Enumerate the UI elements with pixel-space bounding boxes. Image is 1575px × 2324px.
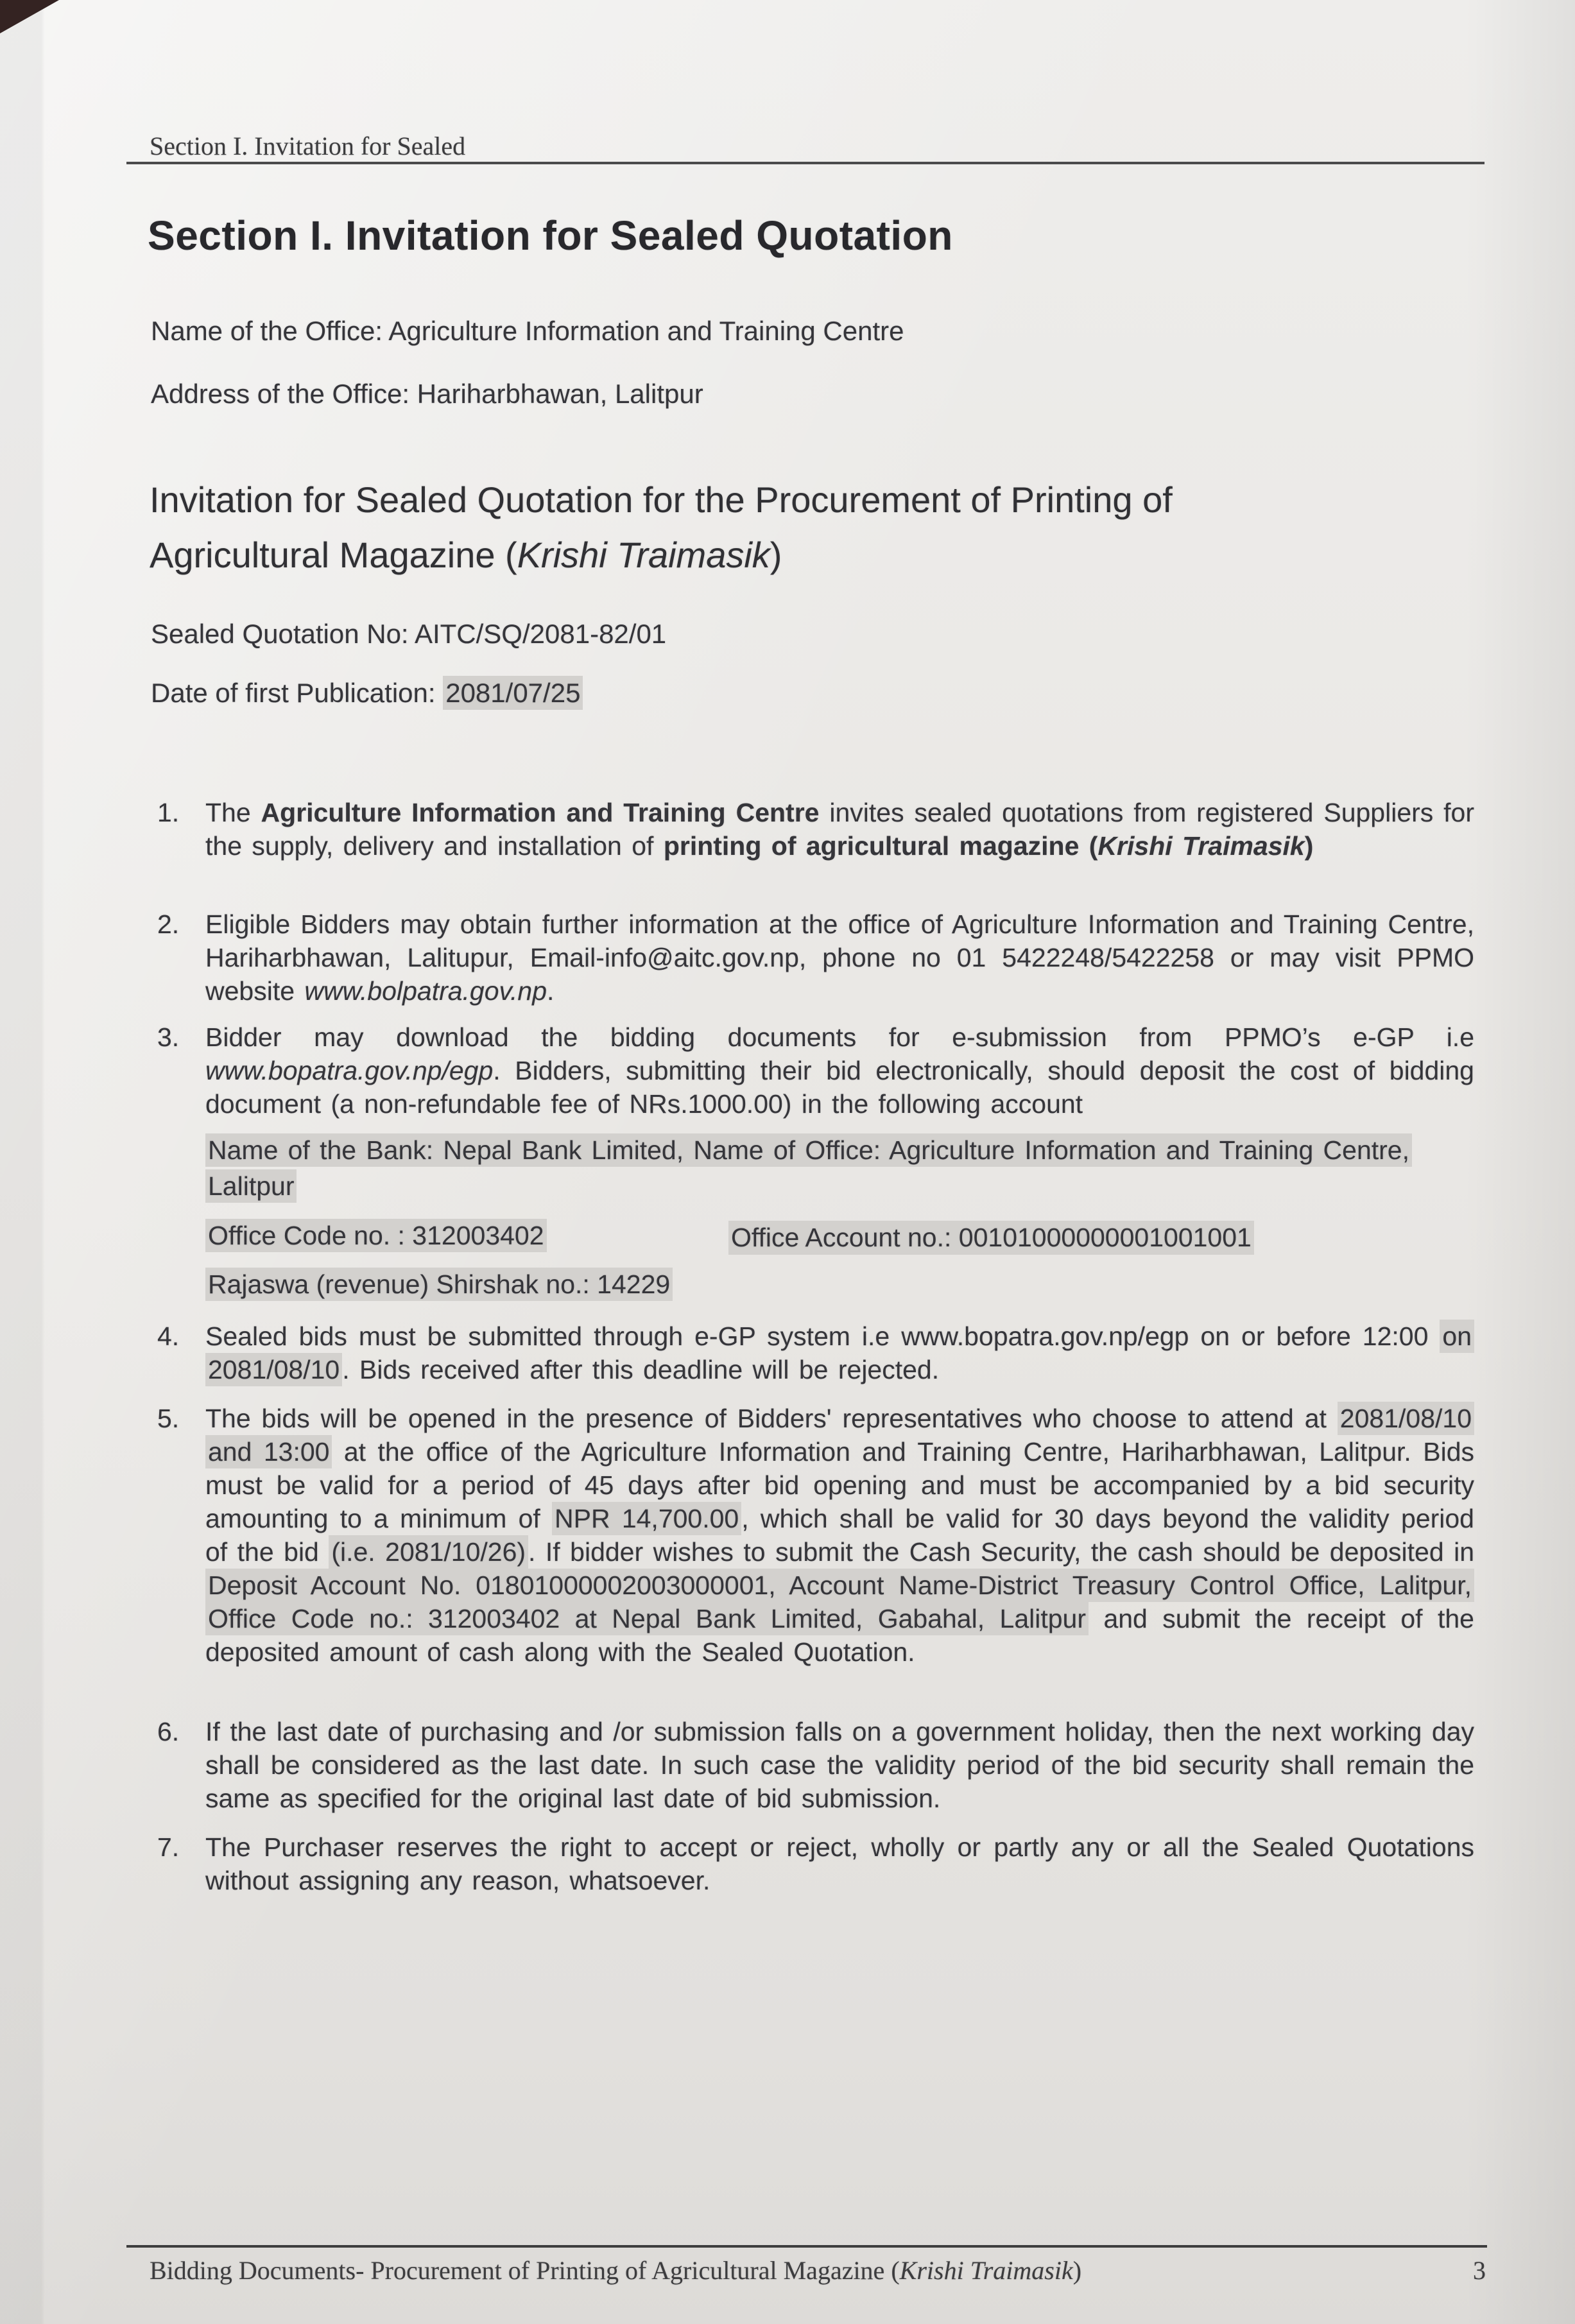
item-6-run: If the last date of purchasing and /or submission falls on a government holiday, then the next working day shall be considered as the last date. In such case the validity period of the bid security shall remain the same as specified for the original last date of bid submission. xyxy=(205,1717,1474,1813)
item-4-run: Sealed bids must be submitted through e-GP system i.e www.bopatra.gov.np/egp on or before 12:00 xyxy=(205,1321,1440,1351)
item-1-run: The xyxy=(205,798,261,827)
item-3-text xyxy=(205,1020,1474,1121)
list-item-2 xyxy=(157,908,1474,1008)
item-3-run: . Bidders, submitting their bid electronically, should deposit the cost of bidding document (a non-refundable fee of NRs.1000.00) in the following account xyxy=(205,1056,1474,1119)
list-item-6 xyxy=(157,1715,1474,1815)
list-item-4 xyxy=(157,1320,1474,1386)
publication-date-label: Date of first Publication: xyxy=(151,678,443,708)
item-5-run: , which shall be valid for 30 days beyond the validity period of the bid xyxy=(205,1504,1474,1567)
item-7-number: 7. xyxy=(157,1832,180,1862)
list-item-3 xyxy=(157,1020,1474,1121)
item-5-run: The bids will be opened in the presence of Bidders' representatives who choose to attend at xyxy=(205,1404,1338,1433)
header-rule xyxy=(126,162,1485,164)
item-5-opening-datetime-highlight: 2081/08/10 and 13:00 xyxy=(205,1402,1474,1468)
item-4-text xyxy=(205,1320,1474,1386)
item-1-number: 1. xyxy=(157,798,180,827)
office-account-highlight: Office Account no.: 00101000000001001001 xyxy=(728,1221,1254,1255)
item-2-number: 2. xyxy=(157,909,180,939)
invitation-heading-line1: Invitation for Sealed Quotation for the Procurement of Printing of xyxy=(150,479,1173,520)
item-4-deadline-highlight: on 2081/08/10 xyxy=(205,1320,1474,1386)
item-3-website-italic: www.bopatra.gov.np/egp xyxy=(205,1056,494,1085)
invitation-heading xyxy=(150,472,1420,583)
item-6-number: 6. xyxy=(157,1717,180,1746)
list-item-7 xyxy=(157,1830,1474,1897)
footer-text xyxy=(150,2255,1504,2285)
item-1-close-paren: ) xyxy=(1304,831,1314,861)
footer-rule xyxy=(126,2245,1487,2248)
item-5-run: at the office of the Agriculture Information and Training Centre, Hariharbhawan, Lalitpur. Bids must be valid for a period of 45 days after bid opening and must be accompanied by a bid security amounting to a minimum of xyxy=(205,1437,1474,1533)
publication-date-line xyxy=(151,678,583,709)
office-code-highlight: Office Code no. : 312003402 xyxy=(205,1219,547,1252)
footer-text-run: Bidding Documents- Procurement of Printing of Agricultural Magazine ( xyxy=(150,2256,900,2285)
item-5-run: . If bidder wishes to submit the Cash Security, the cash should be deposited in xyxy=(528,1537,1475,1567)
rajaswa-line xyxy=(205,1270,673,1300)
item-5-bid-security-amount-highlight: NPR 14,700.00 xyxy=(552,1502,741,1535)
office-name-line: Name of the Office: Agriculture Information and Training Centre xyxy=(151,316,904,346)
page-number: 3 xyxy=(1473,2256,1486,2285)
invitation-heading-magazine-name: Krishi Traimasik xyxy=(517,535,770,575)
invitation-heading-line2-text: Agricultural Magazine ( xyxy=(150,535,517,575)
item-5-validity-date-highlight: (i.e. 2081/10/26) xyxy=(329,1535,528,1569)
item-5-run: and submit the receipt of the deposited amount of cash along with the Sealed Quotation. xyxy=(205,1604,1474,1667)
list-item-5 xyxy=(157,1402,1474,1669)
item-1-org-bold: Agriculture Information and Training Centre xyxy=(261,798,820,827)
publication-date-value: 2081/07/25 xyxy=(443,676,583,710)
bank-details-line xyxy=(205,1132,1412,1204)
running-header: Section I. Invitation for Sealed xyxy=(150,132,466,160)
invitation-heading-close-paren: ) xyxy=(770,535,782,575)
item-2-run: Eligible Bidders may obtain further information at the office of Agriculture Information and Training Centre, Hariharbhawan, Lalitupur, Email-info@aitc.gov.np, phone no 01 5422248/5422258 or may visit PPMO website xyxy=(205,909,1474,1006)
page-title: Section I. Invitation for Sealed Quotation xyxy=(148,212,953,259)
item-3-run: Bidder may download the bidding documents for e-submission from PPMO’s e-GP i.e xyxy=(205,1022,1474,1052)
item-1-subject-bold: printing of agricultural magazine xyxy=(663,831,1080,861)
item-7-run: The Purchaser reserves the right to accept or reject, wholly or partly any or all the Sealed Quotations without assigning any reason, whatsoever. xyxy=(205,1832,1474,1895)
item-2-run: . xyxy=(547,976,555,1006)
item-7-text xyxy=(205,1830,1474,1897)
office-address-line: Address of the Office: Hariharbhawan, Lalitpur xyxy=(151,379,703,409)
item-1-run: invites sealed quotations from registered Suppliers for the supply, delivery and installation of xyxy=(205,798,1475,861)
footer-close-paren: ) xyxy=(1072,2256,1082,2285)
item-5-number: 5. xyxy=(157,1404,180,1433)
scan-corner-artifact xyxy=(0,0,59,33)
item-5-text xyxy=(205,1402,1474,1669)
item-1-magazine-name: Krishi Traimasik xyxy=(1097,831,1305,861)
rajaswa-highlight: Rajaswa (revenue) Shirshak no.: 14229 xyxy=(205,1268,673,1301)
item-1-open-paren: ( xyxy=(1079,831,1098,861)
item-4-run: . Bids received after this deadline will be rejected. xyxy=(342,1355,940,1384)
quotation-number-line: Sealed Quotation No: AITC/SQ/2081-82/01 xyxy=(151,619,667,649)
bank-name-highlight: Name of the Bank: Nepal Bank Limited, Name of Office: Agriculture Information and Training Centre, Lalitpur xyxy=(205,1133,1412,1203)
item-2-text xyxy=(205,908,1474,1008)
item-2-website-italic: www.bolpatra.gov.np xyxy=(304,976,547,1006)
invitation-heading-line2 xyxy=(150,528,1420,583)
item-5-deposit-account-highlight: Deposit Account No. 01801000002003000001, Account Name-District Treasury Control Office, Lalitpur, Office Code no.: 312003402 at Nepal Bank Limited, Gabahal, Lalitpur xyxy=(205,1569,1474,1635)
item-6-text xyxy=(205,1715,1474,1815)
item-4-number: 4. xyxy=(157,1321,180,1351)
item-3-number: 3. xyxy=(157,1022,180,1052)
list-item-1 xyxy=(157,796,1474,863)
item-1-text xyxy=(205,796,1474,863)
footer-magazine-name: Krishi Traimasik xyxy=(899,2256,1073,2285)
bank-code-row xyxy=(205,1221,1474,1251)
